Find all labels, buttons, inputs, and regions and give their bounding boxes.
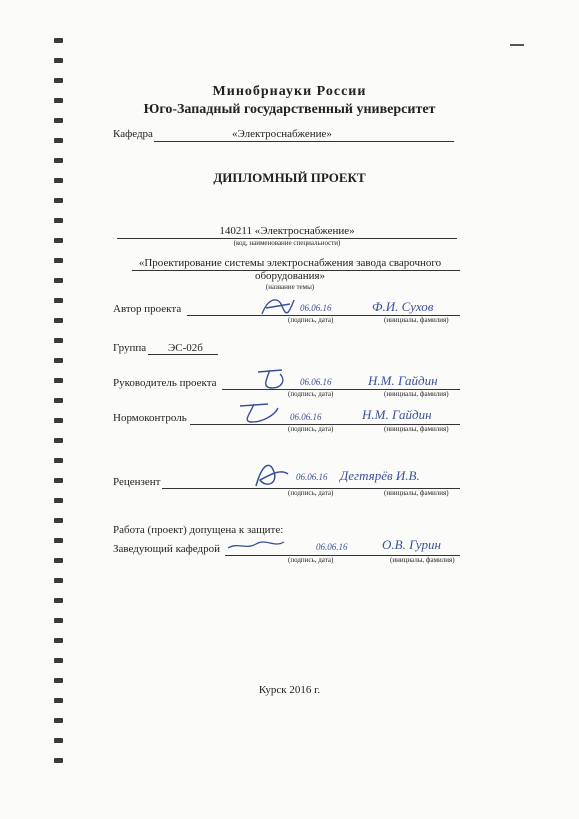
binding-hole [54,278,63,283]
department-label: Кафедра [113,128,153,140]
binding-hole [54,378,63,383]
normcontrol-caption-name: (инициалы, фамилия) [384,425,449,433]
topic-line-1: «Проектирование системы электроснабжения завода сварочного [138,257,442,269]
binding-hole [54,538,63,543]
supervisor-name: Н.М. Гайдин [368,373,438,388]
department-value: «Электроснабжение» [232,128,332,140]
binding-hole [54,578,63,583]
binding-hole [54,398,63,403]
binding-hole [54,738,63,743]
normcontrol-label: Нормоконтроль [113,412,187,424]
specialty-value: 140211 «Электроснабжение» [219,225,355,237]
binding-hole [54,318,63,323]
city-year: Курск 2016 г. [258,684,321,696]
ministry-heading: Минобрнауки России [212,84,367,99]
binding-hole [54,78,63,83]
binding-hole [54,638,63,643]
binding-hole [54,298,63,303]
binding-hole [54,138,63,143]
binding-hole [54,198,63,203]
group-value: ЭС-02б [168,342,203,354]
supervisor-signature [252,366,292,397]
binding-strip [50,38,72,778]
binding-hole [54,118,63,123]
corner-mark [510,44,524,46]
topic-caption: (название темы) [265,283,315,291]
binding-hole [54,658,63,663]
author-caption-name: (инициалы, фамилия) [384,316,449,324]
binding-hole [54,518,63,523]
supervisor-date: 06.06.16 [300,377,332,387]
specialty-caption: (код, наименование специальности) [233,239,341,247]
supervisor-label: Руководитель проекта [113,377,217,389]
normcontrol-signature [234,400,284,431]
department-line [154,141,454,142]
normcontrol-date: 06.06.16 [290,412,322,422]
reviewer-name: Дегтярёв И.В. [340,468,420,483]
document-title: ДИПЛОМНЫЙ ПРОЕКТ [213,170,366,185]
university-heading: Юго-Западный государственный университет [143,102,436,117]
binding-hole [54,718,63,723]
binding-hole [54,458,63,463]
supervisor-caption-name: (инициалы, фамилия) [384,390,449,398]
author-caption-sign: (подпись, дата) [288,316,334,324]
reviewer-caption-name: (инициалы, фамилия) [384,489,449,497]
binding-hole [54,678,63,683]
reviewer-date: 06.06.16 [296,472,328,482]
normcontrol-caption-sign: (подпись, дата) [288,425,334,433]
reviewer-caption-sign: (подпись, дата) [288,489,334,497]
author-name: Ф.И. Сухов [372,299,434,314]
binding-hole [54,478,63,483]
binding-hole [54,58,63,63]
binding-hole [54,558,63,563]
reviewer-label: Рецензент [113,476,161,488]
binding-hole [54,338,63,343]
binding-hole [54,698,63,703]
head-of-department-label: Заведующий кафедрой [113,543,220,555]
binding-hole [54,358,63,363]
supervisor-caption-sign: (подпись, дата) [288,390,334,398]
author-label: Автор проекта [113,303,182,315]
binding-hole [54,258,63,263]
binding-hole [54,418,63,423]
admission-text: Работа (проект) допущена к защите: [113,524,284,536]
author-date: 06.06.16 [300,303,332,313]
normcontrol-name: Н.М. Гайдин [362,407,432,422]
head-of-department-signature [226,538,286,559]
head-of-department-caption-sign: (подпись, дата) [288,556,334,564]
binding-hole [54,758,63,763]
head-of-department-caption-name: (инициалы, фамилия) [390,556,455,564]
binding-hole [54,598,63,603]
binding-hole [54,218,63,223]
topic-line-2: оборудования» [254,270,326,282]
group-line [148,354,218,355]
binding-hole [54,238,63,243]
binding-hole [54,618,63,623]
head-of-department-date: 06.06.16 [316,542,348,552]
group-label: Группа [113,342,147,354]
binding-hole [54,38,63,43]
binding-hole [54,438,63,443]
binding-hole [54,498,63,503]
head-of-department-name: О.В. Гурин [382,537,441,552]
binding-hole [54,158,63,163]
